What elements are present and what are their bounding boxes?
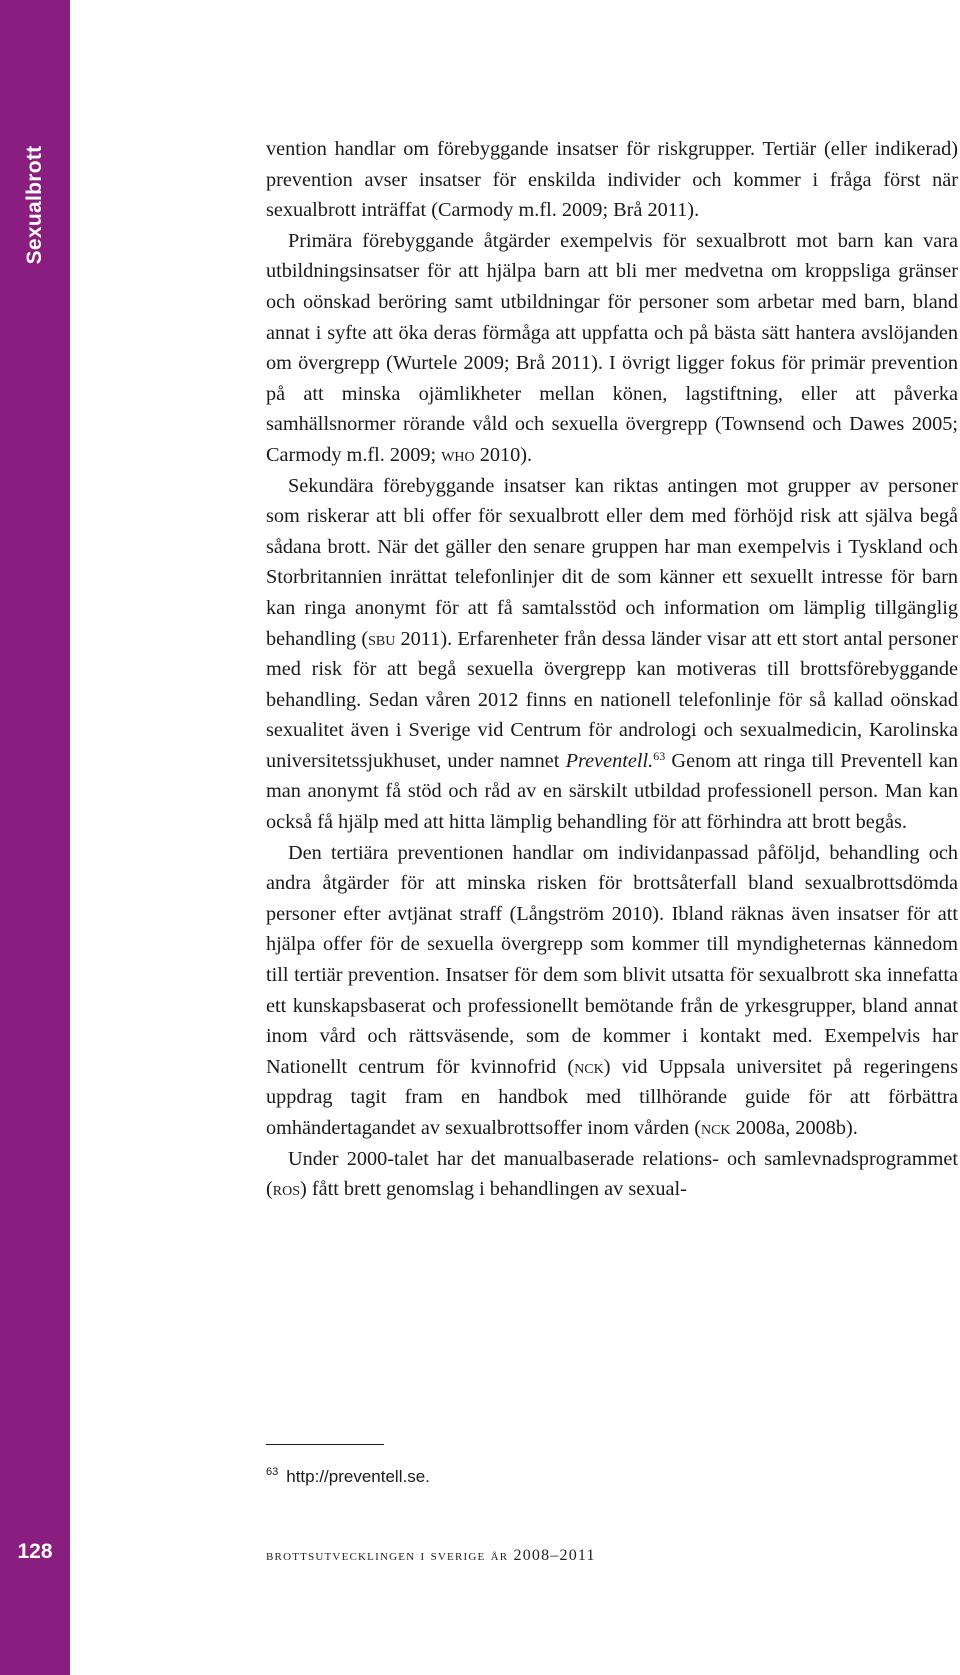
paragraph-3-part-b: Genom att ringa till Preventell kan man anonymt få stöd och råd av en särskilt utbildad professionell person. Man kan också få hjälp med att hitta lämplig behandling för att förhindra att brott begås. bbox=[266, 749, 958, 834]
page-number: 128 bbox=[17, 1540, 53, 1563]
paragraph-3 bbox=[266, 471, 958, 838]
section-label: Sexualbrott bbox=[23, 145, 46, 265]
body-text bbox=[266, 134, 958, 1205]
paragraph-5: Under 2000-talet har det manualbaserade relations- och samlevnadsprogrammet (ros) fått brett genomslag i behandlingen av sexual- bbox=[266, 1147, 958, 1201]
footnote-reference: 63 bbox=[653, 748, 666, 763]
paragraph-2: Primära förebyggande åtgärder exempelvis för sexualbrott mot barn kan vara utbildningsinsatser för att hjälpa barn att bli mer medvetna om kroppsliga gränser och oönskad beröring samt utbildningar för personer som arbetar med barn, bland annat i syfte att öka deras förmåga att uppfatta och på bästa sätt hantera avslöjanden om övergrepp (Wurtele 2009; Brå 2011). I övrigt ligger fokus för primär prevention på att minska ojämlikheter mellan könen, lagstiftning, eller att påverka samhällsnormer rörande våld och sexuella övergrepp (Townsend och Dawes 2005; Carmody m.fl. 2009; who 2010). bbox=[266, 229, 958, 466]
paragraph-1: vention handlar om förebyggande insatser för riskgrupper. Tertiär (eller indikerad) prevention avser insatser för enskilda individer och kommer i fråga först när sexualbrott inträffat (Carmody m.fl. 2009; Brå 2011). bbox=[266, 138, 958, 222]
running-footer: brottsutvecklingen i sverige år 2008–2011 bbox=[266, 1547, 596, 1564]
preventell-name: Preventell. bbox=[565, 749, 654, 772]
footnote-number: 63 bbox=[266, 1466, 279, 1478]
footnote-text: http://preventell.se. bbox=[286, 1467, 430, 1486]
sidebar bbox=[0, 0, 70, 1675]
footnote-divider bbox=[266, 1444, 384, 1445]
paragraph-4: Den tertiära preventionen handlar om individanpassad påföljd, behandling och andra åtgärder för att minska risken för brottsåterfall bland sexualbrottsdömda personer efter avtjänat straff (Långström 2010). Ibland räknas även insatser för att hjälpa offer för de sexuella övergrepp som kommer till myndigheternas kännedom till tertiär prevention. Insatser för dem som blivit utsatta för sexualbrott ska innefatta ett kunskapsbaserat och professionellt bemötande från de yrkesgrupper, bland annat inom vård och rättsväsende, som de kommer i kontakt med. Exempelvis har Nationellt centrum för kvinnofrid (nck) vid Uppsala universitet på regeringens uppdrag tagit fram en handbok med tillhörande guide för att förbättra omhändertagandet av sexualbrottsoffer inom vården (nck 2008a, 2008b). bbox=[266, 841, 958, 1139]
paragraph-3-part-a: Sekundära förebyggande insatser kan riktas antingen mot grupper av personer som riskerar att bli offer för sexualbrott eller dem med förhöjd risk att själva begå sådana brott. När det gäller den senare gruppen har man exempelvis i Tyskland och Storbritannien inrättat telefonlinjer dit de som känner ett sexuellt intresse för barn kan ringa anonymt för att få samtalsstöd och information om lämplig tillgänglig behandling (sbu 2011). Erfarenheter från dessa länder visar att ett stort antal personer med risk för att begå sexuella övergrepp kan motiveras till brottsförebyggande behandling. Sedan våren 2012 finns en nationell telefonlinje för så kallad oönskad sexualitet även i Sverige vid Centrum för andrologi och sexualmedicin, Karolinska universitetssjukhuset, under namnet bbox=[266, 474, 958, 772]
footnote bbox=[266, 1466, 430, 1487]
